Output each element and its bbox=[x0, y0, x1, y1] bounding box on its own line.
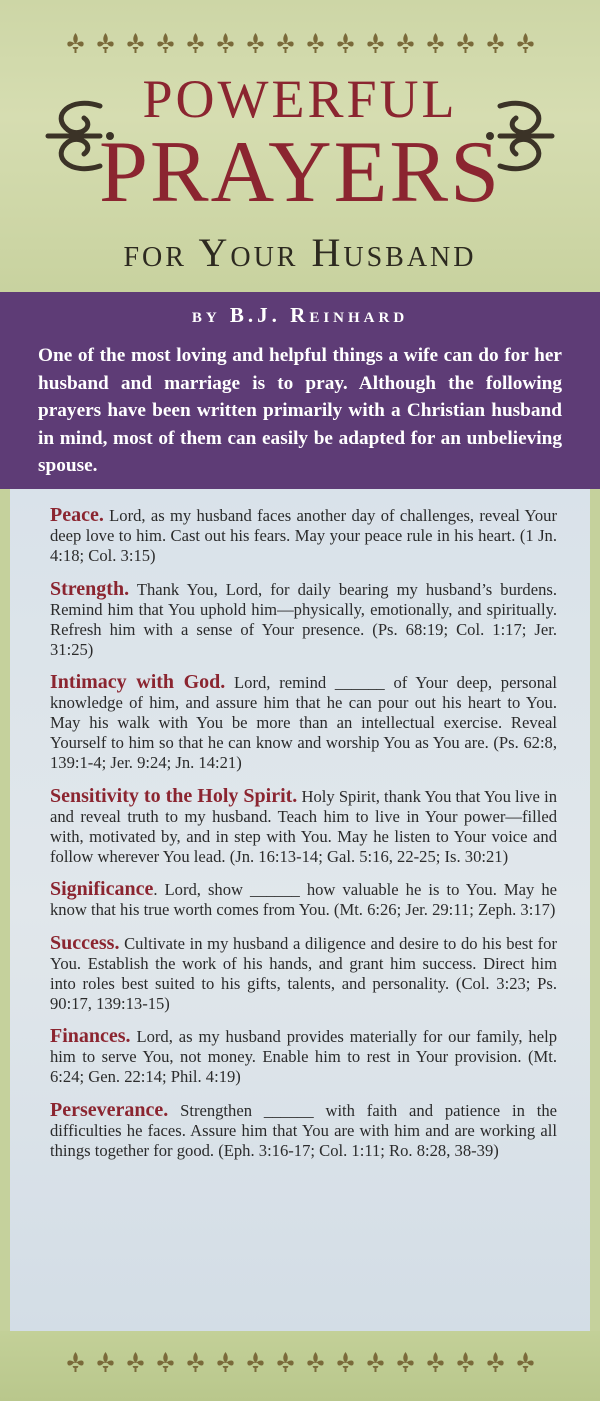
prayer-heading: Strength. bbox=[50, 577, 130, 600]
prayer-entry bbox=[50, 672, 557, 773]
fleur-de-lis-icon bbox=[125, 32, 146, 54]
title-prayers: PRAYERS bbox=[98, 124, 502, 221]
prayer-text: Lord, as my husband faces another day of challenges, reveal Your deep love to him. Cast out his fears. May your peace rule in his heart. (1 Jn. 4:18; Col. 3:15) bbox=[50, 506, 557, 565]
fleur-de-lis-icon bbox=[335, 1351, 356, 1373]
prayer-heading: Intimacy with God. bbox=[50, 671, 226, 693]
prayer-text: Holy Spirit, thank You that You live in and reveal truth to my husband. Teach him to live in Your power—filled with, motivated by, and in step with You. May he listen to Your voice and follow wherever You lead. (Jn. 16:13-14; Gal. 5:16, 22-25; Is. 30:21) bbox=[50, 786, 558, 866]
prayer-text: . Lord, show ______ how valuable he is to You. May he know that his true worth comes from You. (Mt. 6:26; Jer. 29:11; Zeph. 3:17) bbox=[50, 880, 557, 919]
fleur-de-lis-icon bbox=[455, 32, 476, 54]
prayer-text: Lord, remind ______ of Your deep, personal knowledge of him, and assure him that he can pour out his heart to You. May his walk with You be more than an intellectual exercise. Reveal Yourself to him so that he can know and worship You as You are. (Ps. 62:8, 139:1-4; Jer. 9:24; Jn. 14:21) bbox=[50, 673, 558, 772]
fleur-de-lis-icon bbox=[215, 32, 236, 54]
fleur-de-lis-icon bbox=[185, 1351, 206, 1373]
title-block bbox=[0, 70, 600, 276]
prayer-list bbox=[10, 489, 590, 1161]
prayer-entry bbox=[50, 505, 557, 566]
fleur-de-lis-icon bbox=[245, 1351, 266, 1373]
fleur-de-lis-icon bbox=[215, 1351, 236, 1373]
prayer-entry bbox=[50, 1100, 557, 1161]
top-fleur-row bbox=[0, 32, 600, 56]
fleur-de-lis-icon bbox=[395, 32, 416, 54]
fleur-de-lis-icon bbox=[425, 32, 446, 54]
fleur-de-lis-icon bbox=[155, 32, 176, 54]
prayer-heading: Perseverance. bbox=[50, 1098, 169, 1121]
fleur-de-lis-icon bbox=[185, 32, 206, 54]
prayer-entry bbox=[50, 933, 557, 1014]
intro-paragraph: One of the most loving and helpful things a wife can do for her husband and marriage is to pray. Although the following prayers have been written primarily with a Christian husband in mind, most of them can easily be adapted for an unbelieving spouse. bbox=[38, 345, 562, 476]
header-band bbox=[0, 0, 600, 292]
prayer-heading: Finances. bbox=[50, 1025, 131, 1047]
fleur-de-lis-icon bbox=[365, 32, 386, 54]
fleur-de-lis-icon bbox=[245, 32, 266, 54]
fleur-de-lis-icon bbox=[95, 32, 116, 54]
prayer-heading: Success. bbox=[50, 931, 120, 954]
prayer-list-panel bbox=[10, 489, 590, 1331]
prayer-text: Strengthen ______ with faith and patience in the difficulties he faces. Assure him that You are with him and are working all things together for good. (Eph. 3:16-17; Col. 1:11; Ro. 8:28, 38-39) bbox=[50, 1100, 557, 1160]
title-powerful: POWERFUL bbox=[142, 69, 458, 129]
fleur-de-lis-icon bbox=[125, 1351, 146, 1373]
prayer-heading: Significance bbox=[50, 878, 154, 900]
fleur-de-lis-icon bbox=[305, 1351, 326, 1373]
fleur-de-lis-icon bbox=[365, 1351, 386, 1373]
fleur-de-lis-icon bbox=[95, 1351, 116, 1373]
prayer-heading: Peace. bbox=[50, 504, 104, 526]
fleur-de-lis-icon bbox=[305, 32, 326, 54]
prayer-text: Cultivate in my husband a diligence and desire to do his best for You. Establish the work of his hands, and grant him success. Direct him into roles best suited to his gifts, talents, and personality. (Col. 3:23; Ps. 90:17, 139:13-15) bbox=[50, 933, 557, 1013]
fleur-de-lis-icon bbox=[65, 1351, 86, 1373]
fleur-de-lis-icon bbox=[65, 32, 86, 54]
fleur-de-lis-icon bbox=[515, 1351, 536, 1373]
prayer-text: Lord, as my husband provides materially for our family, help him to serve You, not money. Enable him to rest in Your provision. (Mt. 6:24; Gen. 22:14; Phil. 4:19) bbox=[50, 1027, 557, 1086]
fleur-de-lis-icon bbox=[455, 1351, 476, 1373]
fleur-de-lis-icon bbox=[155, 1351, 176, 1373]
prayer-heading: Sensitivity to the Holy Spirit. bbox=[50, 784, 298, 807]
prayer-text: Thank You, Lord, for daily bearing my husband’s burdens. Remind him that You uphold him—physically, emotionally, and spiritually. Refresh him with a sense of Your presence. (Ps. 68:19; Col. 1:17; Jer. 31:25) bbox=[50, 579, 557, 659]
bottom-fleur-row bbox=[0, 1351, 600, 1375]
intro-band bbox=[0, 292, 600, 489]
fleur-de-lis-icon bbox=[275, 32, 296, 54]
fleur-de-lis-icon bbox=[275, 1351, 296, 1373]
prayer-entry bbox=[50, 1026, 557, 1087]
fleur-de-lis-icon bbox=[485, 32, 506, 54]
fleur-de-lis-icon bbox=[335, 32, 356, 54]
fleur-de-lis-icon bbox=[425, 1351, 446, 1373]
title-subtitle: for Your Husband bbox=[123, 230, 477, 275]
byline: by B.J. Reinhard bbox=[191, 303, 409, 327]
prayer-entry bbox=[50, 579, 557, 660]
prayer-entry bbox=[50, 786, 557, 867]
fleur-de-lis-icon bbox=[395, 1351, 416, 1373]
footer-band bbox=[0, 1331, 600, 1401]
prayer-entry bbox=[50, 879, 557, 920]
fleur-de-lis-icon bbox=[485, 1351, 506, 1373]
fleur-de-lis-icon bbox=[515, 32, 536, 54]
